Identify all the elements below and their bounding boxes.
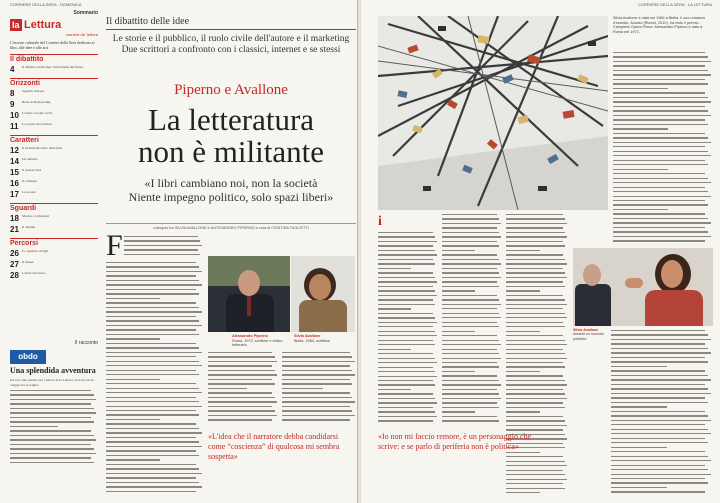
sidebar-item-page: 8 xyxy=(10,89,15,98)
sidebar-item-page: 27 xyxy=(10,260,19,269)
sidebar-intro: L'inserto culturale del Corriere della Sera dedicato ai libri, alle idee e alle arti xyxy=(10,40,95,50)
sidebar-item-page: 21 xyxy=(10,225,19,234)
pullquote-right: «Io non mi faccio remore, è un personaggio che scrive: e se parlo di periferia non è politica» xyxy=(378,432,532,451)
article-headline: La letteratura non è militante xyxy=(138,102,324,169)
promo-logo-box: obdo xyxy=(10,350,46,364)
sidebar-item xyxy=(10,249,98,258)
logo-la: la xyxy=(12,20,20,30)
sidebar-item-text: Il Grande Boccino delle idee xyxy=(22,146,63,150)
right-page xyxy=(361,0,720,503)
drop-cap: F xyxy=(106,229,123,262)
right-body-column-3 xyxy=(506,214,568,498)
sidebar-item xyxy=(10,146,98,155)
right-body-column-4 xyxy=(611,330,713,498)
sidebar-section-title: Percorsi xyxy=(10,238,98,247)
article-credit: colloquio tra SILVIA AVALLONE e ALESSANDRO PIPERNO a cura di CRISTINA TAGLIETTI xyxy=(106,223,356,230)
body-column-2 xyxy=(208,352,278,428)
promo-text: Un racconto inedito per i lettori de la Lettura: la storia di un viaggio tra le pagine xyxy=(10,378,94,387)
sidebar-item-text: Sguardi obliqui xyxy=(22,89,44,93)
sidebar-item-page: 10 xyxy=(10,111,19,120)
sidebar-section-title: Il dibattito xyxy=(10,54,98,63)
photo-piperno xyxy=(208,256,290,332)
running-head-left: CORRIERE DELLA SERA · DOMENICA xyxy=(10,2,82,7)
sidebar-item xyxy=(10,100,98,109)
sidebar-item xyxy=(10,168,98,177)
sidebar-item-text: Il romanzo xyxy=(22,179,38,183)
sidebar-item xyxy=(10,122,98,131)
sidebar-item-text: Il cinema xyxy=(22,225,36,229)
caption-c-text: durante un incontro pubblico xyxy=(573,332,604,341)
books-installation-illustration xyxy=(378,16,608,210)
body-column-1-top xyxy=(124,236,204,260)
sidebar-item-text: Un debutto xyxy=(22,157,38,161)
left-page xyxy=(0,0,358,503)
sidebar-item-page: 11 xyxy=(10,122,19,131)
sidebar-item xyxy=(10,111,98,120)
sidebar-item xyxy=(10,214,98,223)
pullquote-left: «L'idea che il narratore debba candidarsi come “coscienza” di qualcosa mi sembra sospetta» xyxy=(208,432,340,461)
sidebar-item xyxy=(10,89,98,98)
sidebar-section-title: Sguardi xyxy=(10,203,98,212)
sidebar-item-page: 9 xyxy=(10,100,15,109)
sidebar-item-text: Le poesie xyxy=(22,190,36,194)
article-deck: Le storie e il pubblico, il ruolo civile dell'autore e il marketing Due scrittori a confronto con i classici, internet e se stessi xyxy=(112,34,350,55)
installation-photo xyxy=(378,16,608,210)
sidebar-item-text: Il museo xyxy=(22,260,35,264)
sidebar-item xyxy=(10,225,98,234)
photo-avallone xyxy=(291,256,355,332)
promo-block xyxy=(10,340,98,470)
article-quote: «I libri cambiano noi, non la società Niente impegno politico, solo spazi liberi» xyxy=(128,176,334,204)
sidebar-item-text: Mostre e collezioni xyxy=(22,214,50,218)
la-lettura-logo xyxy=(10,19,98,31)
sidebar-item xyxy=(10,179,98,188)
logo-word: Lettura xyxy=(24,19,62,31)
sidebar-item-text: La poesia dei festival xyxy=(22,122,52,126)
sidebar-summary xyxy=(10,10,98,280)
article-kicker: Il dibattito delle idee xyxy=(106,16,356,30)
caption-avallone xyxy=(294,334,354,343)
sidebar-item xyxy=(10,65,98,74)
sidebar-item-page: 15 xyxy=(10,168,19,177)
caption-piperno-name: Alessandro Piperno xyxy=(232,334,268,338)
sidebar-item-text: Lo sguardo di figli xyxy=(22,249,49,253)
caption-piperno xyxy=(232,334,288,348)
caption-c-name: Silvia Avallone xyxy=(573,328,599,332)
caption-piperno-text: Roma, 1972, scrittore e critico letterario xyxy=(232,338,283,347)
body-column-1 xyxy=(106,262,204,498)
running-head-right: CORRIERE DELLA SERA · LA LETTURA xyxy=(637,2,712,7)
sidebar-item-page: 18 xyxy=(10,214,19,223)
sidebar-item-page: 26 xyxy=(10,249,19,258)
red-initial-mark: i xyxy=(378,214,382,229)
sidebar-item-page: 17 xyxy=(10,190,19,199)
body-column-3 xyxy=(282,352,356,428)
sidebar-sections xyxy=(10,54,98,280)
sidebar-section-title: Orizzonti xyxy=(10,78,98,87)
summary-label: Sommario xyxy=(73,10,98,16)
sidebar-item-page: 16 xyxy=(10,179,19,188)
sidebar-item-text: L'estate con gli occhi xyxy=(22,111,52,115)
sidebar-item-text: L'anno del teatro xyxy=(22,271,46,275)
side-bio xyxy=(613,16,713,34)
sidebar-item-page: 4 xyxy=(10,65,15,74)
sidebar-item-text: Il grande Sud xyxy=(22,168,41,172)
logo-subtitle: corriere de' lettura xyxy=(65,32,98,37)
sidebar-section-title: Caratteri xyxy=(10,135,98,144)
side-bio-text: Silvia Avallone è nata nel 1984 a Biella. Il suo romanzo d'esordio, Acciaio (Rizzoli, 2010), ha vinto il premio Campiello Opera Prima. Alessandro Piperno è nato a Roma nel 1972. xyxy=(613,16,706,34)
sidebar-item-text: Il dibattito delle idee: Sul domani del futuro xyxy=(22,65,84,69)
sidebar-item xyxy=(10,260,98,269)
right-column-top xyxy=(613,52,713,246)
caption-avallone-text: Biella, 1984, scrittrice xyxy=(294,338,331,343)
right-body-column-2 xyxy=(442,214,502,428)
sidebar-item xyxy=(10,190,98,199)
caption-avallone-name: Silvia Avallone xyxy=(294,334,321,338)
photo-avallone-speaking xyxy=(573,248,713,326)
sidebar-item-page: 28 xyxy=(10,271,19,280)
sidebar-item-page: 12 xyxy=(10,146,19,155)
article-authors: Piperno e Avallone xyxy=(174,82,288,98)
right-body-column-1 xyxy=(378,232,438,428)
sidebar-item-text: Bene in Dostoevskij xyxy=(22,100,51,104)
sidebar-item xyxy=(10,157,98,166)
sidebar-item-page: 14 xyxy=(10,157,19,166)
caption-photo-c xyxy=(573,328,607,341)
promo-title: Una splendida avventura xyxy=(10,366,96,375)
sidebar-item xyxy=(10,271,98,280)
promo-body-text xyxy=(10,390,98,470)
promo-label: Il racconto xyxy=(74,340,98,346)
